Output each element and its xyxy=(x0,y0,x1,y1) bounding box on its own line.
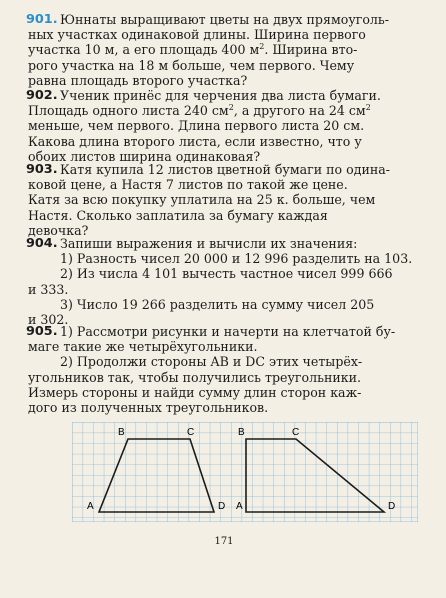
problem-line: равна площадь второго участка? xyxy=(28,72,248,88)
problem-line: Запиши выражения и вычисли их значения: xyxy=(60,236,358,251)
problem-line: и 333. xyxy=(28,281,69,297)
problem-number: 902. xyxy=(26,88,58,103)
problem-903 xyxy=(28,162,432,238)
problem-line: Какова длина второго листа, если известно, что у xyxy=(28,133,362,149)
problem-line: меньше, чем первого. Длина первого листа 20 см. xyxy=(28,118,365,134)
problem-line: обоих листов ширина одинаковая? xyxy=(28,148,261,164)
problem-905 xyxy=(28,324,432,415)
problem-line: рого участка на 18 м больше, чем первого. Чему xyxy=(28,57,355,73)
problem-line: 1) Разность чисел 20 000 и 12 996 разделить на 103. xyxy=(60,251,413,267)
problem-line: девочка? xyxy=(28,222,89,238)
left-label-c: C xyxy=(187,427,195,438)
problem-line xyxy=(28,103,432,118)
problem-line: ных участках одинаковой длины. Ширина первого xyxy=(28,27,366,43)
superscript: 2 xyxy=(259,42,265,52)
problem-line: угольников так, чтобы получились треугольники. xyxy=(28,369,362,385)
problem-number: 905. xyxy=(26,324,58,339)
problem-number: 903. xyxy=(26,162,58,177)
problem-line: Катя купила 12 листов цветной бумаги по одина- xyxy=(60,162,391,177)
problem-line xyxy=(28,42,432,57)
problem-line: ковой цене, а Настя 7 листов по такой же цене. xyxy=(28,177,348,193)
problem-line: 2) Из числа 4 101 вычесть частное чисел 999 666 xyxy=(60,266,393,282)
superscript: 2 xyxy=(228,103,234,113)
problem-line: маге такие же четырёхугольники. xyxy=(28,339,258,355)
problem-902 xyxy=(28,88,432,164)
left-label-b: B xyxy=(118,427,125,438)
text-fragment: , а другого на 24 см xyxy=(233,103,366,119)
text-fragment: . Ширина вто- xyxy=(264,42,358,58)
quadrilaterals-figure xyxy=(72,422,418,522)
problem-line: дого из полученных треугольников. xyxy=(28,400,269,416)
left-label-a: A xyxy=(87,501,94,512)
problem-901 xyxy=(28,12,432,88)
problem-line: 2) Продолжи стороны AB и DC этих четырёх- xyxy=(60,354,363,370)
problem-line: 1) Рассмотри рисунки и начерти на клетчатой бу- xyxy=(60,324,396,339)
right-label-d: D xyxy=(388,501,396,512)
page-number: 171 xyxy=(214,536,234,547)
problem-line: и 302. xyxy=(28,312,69,328)
problem-number: 904. xyxy=(26,236,58,251)
problem-904 xyxy=(28,236,432,327)
left-label-d: D xyxy=(218,501,226,512)
grid-drawing xyxy=(72,422,418,522)
problem-number: 901. xyxy=(26,12,58,27)
right-label-b: B xyxy=(238,427,245,438)
problem-line: Ученик принёс для черчения два листа бумаги. xyxy=(60,88,381,103)
text-fragment: Площадь одного листа 240 см xyxy=(28,103,229,119)
problem-line: Измерь стороны и найди сумму длин сторон каж- xyxy=(28,384,362,400)
right-label-a: A xyxy=(236,501,243,512)
text-fragment: участка 10 м, а его площадь 400 м xyxy=(28,42,260,58)
problem-line: Катя за всю покупку уплатила на 25 к. больше, чем xyxy=(28,192,376,208)
right-label-c: C xyxy=(292,427,300,438)
problem-line: Юннаты выращивают цветы на двух прямоуголь- xyxy=(60,12,390,27)
problem-line: 3) Число 19 266 разделить на сумму чисел 205 xyxy=(60,296,375,312)
problem-line: Настя. Сколько заплатила за бумагу каждая xyxy=(28,207,328,223)
superscript: 2 xyxy=(365,103,371,113)
